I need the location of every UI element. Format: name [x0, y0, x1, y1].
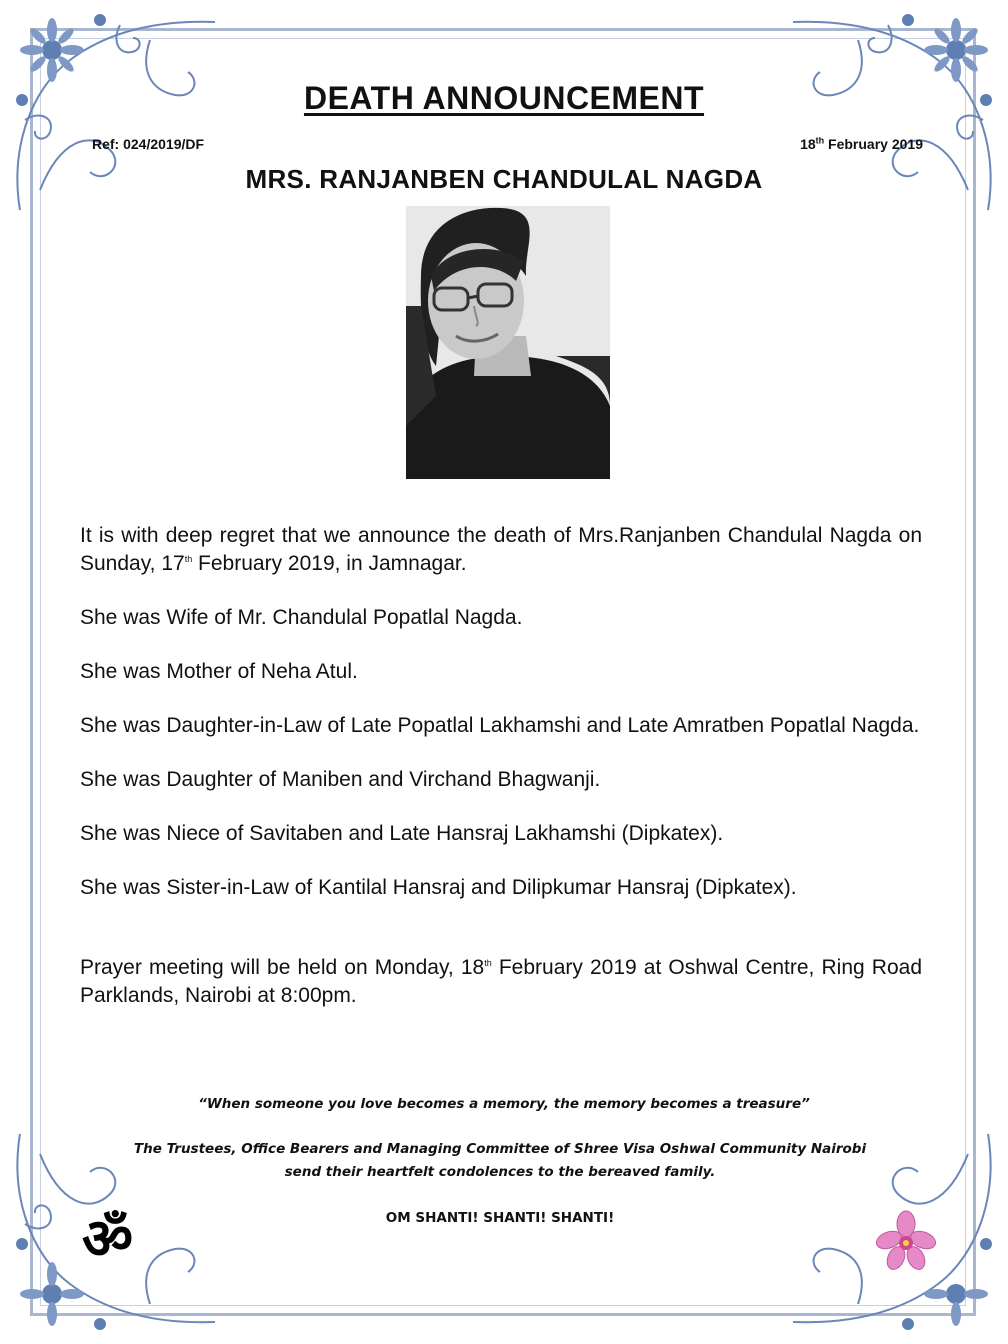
page-title — [0, 80, 1008, 117]
condolence-line: The Trustees, Office Bearers and Managing Committee of Shree Visa Oshwal Community Nairobi — [133, 1141, 867, 1157]
memorial-quote: “When someone you love becomes a memory, the memory becomes a treasure” — [198, 1096, 810, 1112]
paragraph-text: February 2019 at Oshwal Centre, Ring Road Parklands, Nairobi at 8:00pm. — [80, 956, 922, 1007]
paragraph-text: February 2019, in Jamnagar. — [192, 552, 467, 575]
body-paragraph: She was Sister-in-Law of Kantilal Hansraj and Dilipkumar Hansraj (Dipkatex). — [80, 876, 797, 899]
condolence-line: send their heartfelt condolences to the bereaved family. — [284, 1164, 716, 1180]
paragraph-text: It is with deep regret that we announce the death of Mrs.Ranjanben Chandulal Nagda on Sunday, 17 — [80, 524, 922, 575]
body-paragraph: She was Niece of Savitaben and Late Hansraj Lakhamshi (Dipkatex). — [80, 822, 724, 845]
reference-number: Ref: 024/2019/DF — [92, 136, 205, 152]
body-paragraph — [80, 522, 922, 578]
body-paragraph: She was Daughter-in-Law of Late Popatlal Lakhamshi and Late Amratben Popatlal Nagda. — [80, 714, 920, 737]
date-month-year: February 2019 — [824, 136, 923, 152]
om-shanti-text: OM SHANTI! SHANTI! SHANTI! — [385, 1210, 615, 1226]
deceased-name: MRS. RANJANBEN CHANDULAL NAGDA — [245, 164, 763, 194]
ordinal-suffix: th — [484, 958, 492, 968]
ordinal-suffix: th — [184, 554, 193, 564]
paragraph-text: Prayer meeting will be held on Monday, 18 — [80, 956, 485, 979]
body-paragraph: She was Daughter of Maniben and Virchand Bhagwanji. — [80, 768, 601, 791]
om-symbol-icon: ॐ — [82, 1206, 134, 1272]
announcement-date — [800, 136, 923, 152]
date-suffix: th — [815, 135, 825, 146]
announcement-body — [80, 522, 922, 1036]
portrait-image — [406, 206, 610, 479]
orchid-flower-icon — [876, 1210, 936, 1274]
prayer-meeting-paragraph — [80, 954, 922, 1010]
body-paragraph: She was Wife of Mr. Chandulal Popatlal Nagda. — [80, 606, 523, 629]
page-title-text: DEATH ANNOUNCEMENT — [303, 80, 705, 116]
portrait-photo — [406, 206, 610, 479]
condolence-message — [0, 1138, 1000, 1184]
date-day: 18 — [800, 136, 816, 152]
body-paragraph: She was Mother of Neha Atul. — [80, 660, 358, 683]
